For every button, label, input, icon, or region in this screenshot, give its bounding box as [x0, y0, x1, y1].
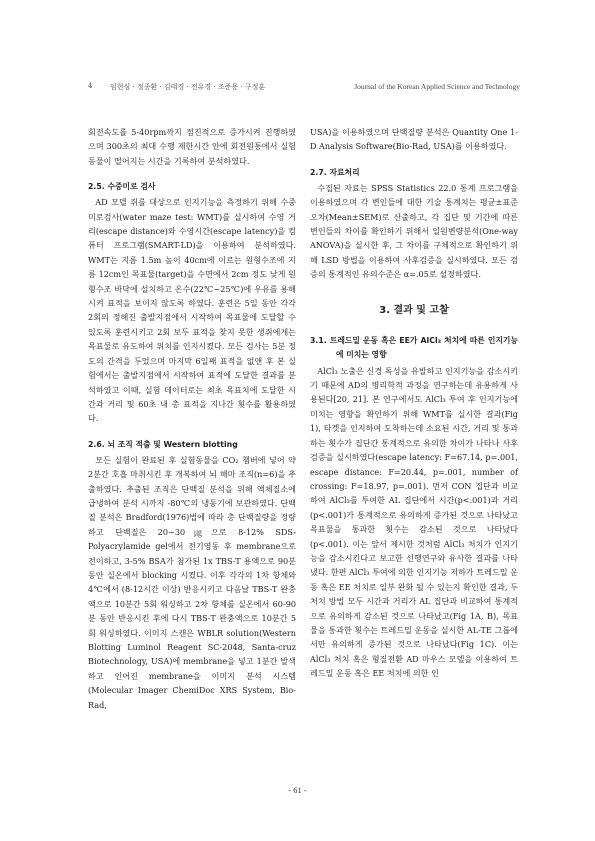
running-header: [88, 82, 520, 96]
section-2-5-paragraph: AD 모델 쥐를 대상으로 인지기능을 측정하기 위해 수중미로검사(water maze test: WMT)를 실시하여 수영 거리(escape distance)와 수영시간(escape latency)을 컴퓨터 프로그램(SMART-LD)을 이용하여 분석하였다. WMT는 지름 1.5m 높이 40cm에 이르는 원형수조에 지름 12cm인 목표물(target)을 수면에서 2cm 정도 낮게 원형수조 바닥에 설치하고 온수(22℃~25℃)에 우유를 용해시켜 표적을 보이지 않도록 하였다. 훈련은 5일 동안 각각 2회의 정해진 출발지점에서 시작하여 목표물에 도달할 수 있도록 훈련시키고 2회 보두 표적을 찾지 못한 생쥐에게는 목표물로 유도하여 위치를 인지시켰다. 모든 검사는 5분 정도의 간격을 두었으며 마지막 6일째 표적을 없앤 후 본 실험에서는 출발지점에서 시작하여 표적에 도달한 결과를 분석하였고 이때, 실험 데이터로는 최초 목표치에 도달한 시간과 거리 및 60초 내 총 표적을 지나간 횟수를 활용하였다.: [88, 197, 296, 424]
left-column: [88, 125, 296, 712]
page-footer-number: - 61 -: [288, 785, 307, 795]
header-journal: Journal of the Korean Applied Science and Technology: [354, 82, 520, 91]
section-3-1-paragraph: AlCl₃ 노출은 신경 독성을 유발하고 인지기능을 감소시키기 때문에 AD의 병리학적 과정을 연구하는데 유용하게 사용된다[20, 21]. 본 연구에서도 AlCl₃ 투여 후 인지기능에 미치는 영향을 확인하기 위해 WMT를 실시한 결과(Fig 1), 타겟을 인지하여 도착하는데 소요된 시간, 거리 및 통과하는 횟수가 집단간 통계적으로 유의한 차이가 나타나 사후 검증을 실시하였다(escape latency: F=67.14, p=.001, escape distance: F=20.44, p=.001, number of crossing: F=18.97, p=.001). 먼저 CON 집단과 비교하여 AlCl₃를 투여한 AL 집단에서 시간(p<.001)과 거리(p<.001)가 통계적으로 유의하게 증가된 것으로 나타났고 목표물을 통과한 횟수는 감소된 것으로 나타났다(p<.001). 이는 앞서 제시한 것처럼 AlCl₃ 처치가 인지기능을 감소시킨다고 보고한 선행연구와 유사한 결과를 나타냈다. 한편 AlCl₃ 투여에 의한 인지기능 저하가 트레드밀 운동 혹은 EE 처치로 일부 완화 될 수 있는지 확인한 결과, 두 처치 방법 모두 시간과 거리가 AL 집단과 비교하여 통계적으로 유의하게 감소된 것으로 나타났고(Fig 1A, B), 목표물을 통과한 횟수는 트레드밀 운동을 실시한 AL-TE 그룹에서만 유의하게 증가된 것으로 나타났다(Fig 1C). 이는 AlCl₃ 처치 혹은 형질전환 AD 마우스 모델을 이용하여 트레드밀 운동 혹은 EE 처치에 의한 인: [310, 365, 518, 679]
section-2-7-paragraph: 수집된 자료는 SPSS Statistics 22.0 통계 프로그램을 이용하였으며 각 변인들에 대한 기술 통계치는 평균±표준오차(Mean±SEM)로 산출하고, 각 집단 및 기간에 따른 변인들의 차이를 확인하기 위해서 일원변량분석(One-way ANOVA)을 실시한 후, 그 차이를 구체적으로 확인하기 위해 LSD 방법을 이용하여 사후검증을 실시하였다. 모든 검증의 통계적인 유의수준은 α=.05로 설정하였다.: [310, 182, 518, 280]
section-2-6-title: 2.6. 뇌 조직 적출 및 Western blotting: [88, 439, 238, 449]
section-3-title: 3. 결과 및 고찰: [379, 304, 449, 316]
section-2-7-title: 2.7. 자료처리: [310, 167, 360, 177]
section-2-6-paragraph: 모든 실험이 완료된 후 실험동물을 CO₂ 챔버에 넣어 약 2분간 호흡 마취시킨 후 개복하여 뇌 해마 조직(n=6)을 추출하였다. 추출된 조직은 단백질 분석을 위해 액체질소에 급냉하여 분석 시까지 -80℃의 냉동기에 보관하였다. 단백질 분석은 Bradford(1976)법에 따라 총 단백질량을 정량하고 단백질은 20~30㎍으로 8-12% SDS-Polyacrylamide gel에서 전기영동 후 membrane으로 전이하고, 3-5% BSA가 첨가된 1x TBS-T 용액으로 90분 동안 실온에서 blocking 시켰다. 이후 각각의 1차 항체와 4℃에서 (8-12시간 이상) 반응시키고 다음날 TBS-T 완충액으로 10분간 5회 워싱하고 2차 항체를 실온에서 60-90분 동안 반응시킨 후에 다시 TBS-T 완충액으로 10분간 5회 워싱하였다. 이미지 스캔은 WBLR solution(Western Blotting Luminol Reagent SC-2048, Santa-cruz Biotechnology, USA)에 membrane을 넣고 1분간 발색하고 인어진 membrane을 이미지 분석 시스템(Molecular Imager ChemiDoc XRS System, Bio-Rad,: [88, 454, 296, 710]
header-page-number: 4: [88, 82, 93, 90]
section-3-1-title: 3.1. 트레드밀 운동 혹은 EE가 AlCl₃ 처치에 따른 인지기능에 미치는 영향: [310, 335, 518, 359]
left-intro-paragraph: 회전속도를 5-40rpm까지 점진적으로 증가시켜 진행하였으며 300초의 최대 수행 제한시간 안에 회전원통에서 실험동물이 떨어지는 시간을 기록하여 분석하였다.: [88, 127, 296, 166]
header-authors: 임현심 · 정종환 · 김태경 · 전유경 · 조준용 · 구정훈: [110, 83, 266, 91]
section-2-5-title: 2.5. 수중미로 검사: [88, 182, 156, 192]
right-column: [310, 125, 518, 681]
right-intro-paragraph: USA)을 이용하였으며 단백질량 분석은 Quantity One 1-D Analysis Software(Bio-Rad, USA)를 이용하였다.: [310, 127, 518, 152]
